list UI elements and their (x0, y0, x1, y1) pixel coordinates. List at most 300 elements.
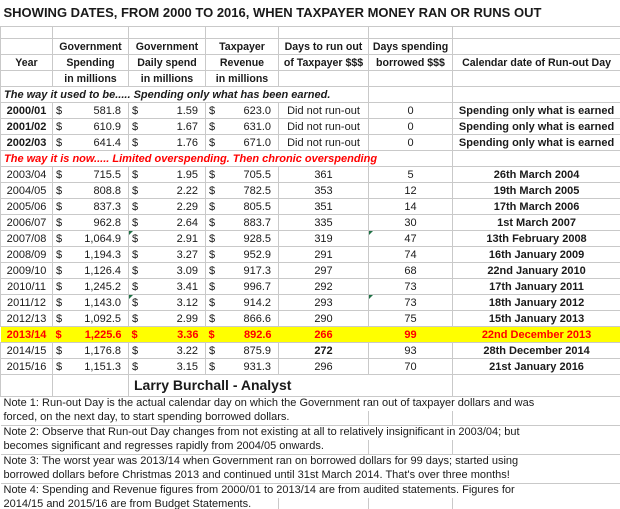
currency-symbol: $ (132, 200, 139, 213)
header-cell: Taxpayer (206, 39, 279, 55)
calendar-date-cell: Spending only what is earned (453, 119, 620, 135)
daily-spend-cell (129, 359, 206, 375)
currency-symbol: $ (132, 120, 139, 133)
section-earned-label (1, 87, 620, 103)
days-borrowed-cell: 73 (369, 279, 453, 295)
currency-symbol: $ (209, 136, 216, 149)
rows-earned (1, 103, 620, 151)
table-row (1, 247, 620, 263)
spending-cell (53, 359, 129, 375)
currency-symbol: $ (132, 280, 139, 293)
title-block (1, 0, 620, 39)
header-cell: Calendar date of Run-out Day (453, 55, 620, 71)
currency-symbol: $ (56, 280, 63, 293)
amount-value: 705.5 (243, 168, 271, 181)
spending-cell (53, 263, 129, 279)
header-cell: in millions (53, 71, 129, 87)
grid-cell (1, 375, 53, 397)
grid-cell (369, 151, 453, 167)
note-row (1, 498, 620, 509)
spending-cell (53, 167, 129, 183)
currency-symbol: $ (209, 280, 216, 293)
daily-spend-cell (129, 183, 206, 199)
days-runout-cell: 266 (279, 327, 369, 343)
amount-value: 3.41 (176, 280, 198, 293)
note-row (1, 426, 620, 441)
amount-value: 2.22 (176, 184, 198, 197)
days-runout-cell: 272 (279, 343, 369, 359)
currency-symbol: $ (132, 360, 139, 373)
amount-value: 962.8 (93, 216, 121, 229)
amount-value: 914.2 (243, 296, 271, 309)
year-cell: 2009/10 (1, 263, 53, 279)
year-cell: 2013/14 (1, 327, 53, 343)
calendar-date-cell: Spending only what is earned (453, 103, 620, 119)
calendar-date-cell: 13th February 2008 (453, 231, 620, 247)
error-indicator-icon (369, 231, 373, 235)
currency-symbol: $ (132, 216, 139, 229)
revenue-cell (206, 215, 279, 231)
amount-value: 1,064.9 (84, 232, 121, 245)
currency-symbol: $ (209, 184, 216, 197)
currency-symbol: $ (56, 104, 63, 117)
days-runout-cell: Did not run-out (279, 103, 369, 119)
amount-value: 1.59 (176, 104, 198, 117)
amount-value: 3.22 (176, 344, 198, 357)
currency-symbol: $ (132, 312, 139, 325)
grid-cell (279, 498, 369, 509)
amount-value: 3.36 (177, 328, 199, 341)
currency-symbol: $ (209, 344, 216, 357)
currency-symbol: $ (56, 264, 63, 277)
grid-cell (369, 27, 453, 39)
spending-cell (53, 279, 129, 295)
note-text: Note 4: Spending and Revenue figures from 2000/01 to 2013/14 are from audited statements. Figures for (3, 484, 515, 497)
spending-cell (53, 183, 129, 199)
year-cell: 2014/15 (1, 343, 53, 359)
days-borrowed-cell: 5 (369, 167, 453, 183)
header-cell: Days spending (369, 39, 453, 55)
amount-value: 610.9 (93, 120, 121, 133)
header-row (1, 71, 620, 87)
year-cell: 2000/01 (1, 103, 53, 119)
grid-cell (53, 375, 129, 397)
spending-cell (53, 311, 129, 327)
section-label-earned: The way it used to be..... Spending only what has been earned. (1, 87, 369, 103)
table-row (1, 135, 620, 151)
grid-cell (369, 498, 453, 509)
amount-value: 1,143.0 (84, 296, 121, 309)
note-text: borrowed dollars before Christmas 2013 and continued until 31st March 2014. That's over three months! (1, 469, 620, 484)
currency-symbol: $ (209, 200, 216, 213)
amount-value: 808.8 (93, 184, 121, 197)
currency-symbol: $ (209, 168, 216, 181)
rows-borrowed (1, 167, 620, 375)
header-cell (369, 71, 453, 87)
header-cell: borrowed $$$ (369, 55, 453, 71)
currency-symbol: $ (209, 296, 216, 309)
currency-symbol: $ (132, 344, 139, 357)
table-header (1, 39, 620, 87)
daily-spend-cell (129, 263, 206, 279)
amount-value: 623.0 (243, 104, 271, 117)
amount-value: 1.67 (176, 120, 198, 133)
days-borrowed-cell: 68 (369, 263, 453, 279)
days-borrowed-cell: 12 (369, 183, 453, 199)
amount-value: 3.09 (176, 264, 198, 277)
calendar-date-cell: 28th December 2014 (453, 343, 620, 359)
amount-value: 1,245.2 (84, 280, 121, 293)
days-borrowed-cell: 93 (369, 343, 453, 359)
analyst-row (1, 375, 620, 397)
currency-symbol: $ (56, 232, 63, 245)
error-indicator-icon (369, 295, 373, 299)
grid-cell (206, 27, 279, 39)
daily-spend-cell (129, 295, 206, 311)
amount-value: 1,225.6 (84, 328, 122, 341)
days-borrowed-cell: 30 (369, 215, 453, 231)
table-row (1, 119, 620, 135)
table-row (1, 311, 620, 327)
currency-symbol: $ (209, 248, 216, 261)
amount-value: 952.9 (243, 248, 271, 261)
currency-symbol: $ (56, 216, 63, 229)
amount-value: 782.5 (243, 184, 271, 197)
grid-cell (279, 27, 369, 39)
amount-value: 671.0 (243, 136, 271, 149)
grid-cell (453, 375, 620, 397)
note-text: Note 2: Observe that Run-out Day changes from not existing at all to relatively insignificant in 2003/04; but (3, 426, 520, 439)
amount-value: 837.3 (93, 200, 121, 213)
daily-spend-cell (129, 215, 206, 231)
spending-cell (53, 215, 129, 231)
revenue-cell (206, 119, 279, 135)
currency-symbol: $ (209, 216, 216, 229)
note-text: Note 3: The worst year was 2013/14 when Government ran on borrowed dollars for 99 days; started using (3, 455, 519, 468)
amount-value: 1,176.8 (84, 344, 121, 357)
table-row (1, 231, 620, 247)
days-runout-cell: 293 (279, 295, 369, 311)
currency-symbol: $ (209, 120, 216, 133)
table-row (1, 167, 620, 183)
header-cell (279, 71, 369, 87)
note-text: forced, on the next day, to start spending borrowed dollars. (1, 411, 369, 426)
amount-value: 641.4 (93, 136, 121, 149)
header-cell: Government (53, 39, 129, 55)
spending-cell (53, 247, 129, 263)
page-title: SHOWING DATES, FROM 2000 TO 2016, WHEN TAXPAYER MONEY RAN OR RUNS OUT (3, 5, 542, 20)
calendar-date-cell: 22nd December 2013 (453, 327, 620, 343)
header-cell: Days to run out (279, 39, 369, 55)
note-text: becomes significant and regresses rapidly from 2004/05 onwards. (1, 440, 369, 455)
currency-symbol: $ (132, 232, 139, 245)
currency-symbol: $ (131, 328, 138, 341)
revenue-cell (206, 359, 279, 375)
notes-block (1, 397, 620, 509)
revenue-cell (206, 231, 279, 247)
year-cell: 2006/07 (1, 215, 53, 231)
currency-symbol: $ (132, 104, 139, 117)
days-runout-cell: Did not run-out (279, 119, 369, 135)
year-cell: 2012/13 (1, 311, 53, 327)
amount-value: 3.12 (176, 296, 198, 309)
currency-symbol: $ (56, 136, 63, 149)
daily-spend-cell (129, 103, 206, 119)
daily-spend-cell (129, 327, 206, 343)
grid-cell (453, 27, 620, 39)
calendar-date-cell: 16th January 2009 (453, 247, 620, 263)
currency-symbol: $ (56, 168, 63, 181)
days-borrowed-cell: 73 (369, 295, 453, 311)
calendar-date-cell: 18th January 2012 (453, 295, 620, 311)
days-borrowed-cell: 14 (369, 199, 453, 215)
amount-value: 1,151.3 (84, 360, 121, 373)
table-row (1, 343, 620, 359)
currency-symbol: $ (56, 200, 63, 213)
year-cell: 2001/02 (1, 119, 53, 135)
table-row (1, 263, 620, 279)
header-cell (453, 39, 620, 55)
analyst-name: Larry Burchall - Analyst (129, 375, 453, 397)
days-borrowed-cell: 70 (369, 359, 453, 375)
header-cell (1, 71, 53, 87)
currency-symbol: $ (132, 168, 139, 181)
header-cell: Daily spend (129, 55, 206, 71)
calendar-date-cell: 22nd January 2010 (453, 263, 620, 279)
currency-symbol: $ (56, 312, 63, 325)
days-borrowed-cell: 47 (369, 231, 453, 247)
header-row (1, 55, 620, 71)
grid-cell (453, 498, 620, 509)
note-text: 2014/15 and 2015/16 are from Budget Statements. (1, 498, 279, 509)
year-cell: 2005/06 (1, 199, 53, 215)
amount-value: 715.5 (93, 168, 121, 181)
days-runout-cell: 319 (279, 231, 369, 247)
amount-value: 2.99 (176, 312, 198, 325)
calendar-date-cell: Spending only what is earned (453, 135, 620, 151)
section-row (1, 151, 620, 167)
section-row (1, 87, 620, 103)
note-row (1, 455, 620, 470)
daily-spend-cell (129, 311, 206, 327)
header-row (1, 39, 620, 55)
calendar-date-cell: 1st March 2007 (453, 215, 620, 231)
days-borrowed-cell: 99 (369, 327, 453, 343)
days-runout-cell: 361 (279, 167, 369, 183)
year-cell: 2008/09 (1, 247, 53, 263)
daily-spend-cell (129, 343, 206, 359)
spending-cell (53, 199, 129, 215)
calendar-date-cell: 21st January 2016 (453, 359, 620, 375)
year-cell: 2002/03 (1, 135, 53, 151)
currency-symbol: $ (56, 360, 63, 373)
spending-cell (53, 135, 129, 151)
grid-cell (369, 87, 453, 103)
days-runout-cell: 291 (279, 247, 369, 263)
year-cell: 2003/04 (1, 167, 53, 183)
amount-value: 928.5 (243, 232, 271, 245)
currency-symbol: $ (209, 360, 216, 373)
header-cell: Revenue (206, 55, 279, 71)
days-borrowed-cell: 74 (369, 247, 453, 263)
note-row (1, 411, 620, 426)
days-runout-cell: 353 (279, 183, 369, 199)
currency-symbol: $ (55, 328, 62, 341)
daily-spend-cell (129, 199, 206, 215)
days-borrowed-cell: 0 (369, 135, 453, 151)
section-borrowed-label (1, 151, 620, 167)
amount-value: 1.95 (176, 168, 198, 181)
currency-symbol: $ (208, 328, 215, 341)
currency-symbol: $ (56, 184, 63, 197)
grid-cell (53, 27, 129, 39)
currency-symbol: $ (132, 296, 139, 309)
revenue-cell (206, 279, 279, 295)
amount-value: 2.64 (176, 216, 198, 229)
days-runout-cell: 351 (279, 199, 369, 215)
year-cell: 2010/11 (1, 279, 53, 295)
revenue-cell (206, 311, 279, 327)
grid-cell (369, 440, 453, 455)
note-row (1, 469, 620, 484)
days-runout-cell: 297 (279, 263, 369, 279)
daily-spend-cell (129, 247, 206, 263)
year-cell: 2004/05 (1, 183, 53, 199)
calendar-date-cell: 17th March 2006 (453, 199, 620, 215)
days-borrowed-cell: 75 (369, 311, 453, 327)
grid-cell (129, 27, 206, 39)
analyst-block (1, 375, 620, 397)
revenue-cell (206, 327, 279, 343)
currency-symbol: $ (209, 232, 216, 245)
revenue-cell (206, 295, 279, 311)
header-cell: in millions (206, 71, 279, 87)
currency-symbol: $ (56, 120, 63, 133)
days-borrowed-cell: 0 (369, 103, 453, 119)
spending-cell (53, 295, 129, 311)
year-cell: 2015/16 (1, 359, 53, 375)
table-row (1, 279, 620, 295)
note-row (1, 440, 620, 455)
calendar-date-cell: 26th March 2004 (453, 167, 620, 183)
header-cell: of Taxpayer $$$ (279, 55, 369, 71)
spacer-row (1, 27, 620, 39)
revenue-cell (206, 263, 279, 279)
revenue-cell (206, 135, 279, 151)
amount-value: 3.27 (176, 248, 198, 261)
amount-value: 805.5 (243, 200, 271, 213)
calendar-date-cell: 15th January 2013 (453, 311, 620, 327)
table-row (1, 103, 620, 119)
spending-cell (53, 103, 129, 119)
error-indicator-icon (129, 295, 133, 299)
year-cell: 2011/12 (1, 295, 53, 311)
grid-cell (369, 411, 453, 426)
table-row (1, 215, 620, 231)
currency-symbol: $ (132, 264, 139, 277)
year-cell: 2007/08 (1, 231, 53, 247)
amount-value: 1,194.3 (84, 248, 121, 261)
grid-cell (453, 87, 620, 103)
currency-symbol: $ (56, 248, 63, 261)
revenue-cell (206, 199, 279, 215)
days-borrowed-cell: 0 (369, 119, 453, 135)
title-row (1, 0, 620, 27)
calendar-date-cell: 19th March 2005 (453, 183, 620, 199)
daily-spend-cell (129, 135, 206, 151)
table-row (1, 199, 620, 215)
days-runout-cell: 292 (279, 279, 369, 295)
table-row (1, 295, 620, 311)
days-runout-cell: 335 (279, 215, 369, 231)
days-runout-cell: 296 (279, 359, 369, 375)
error-indicator-icon (129, 231, 133, 235)
currency-symbol: $ (56, 344, 63, 357)
grid-cell (453, 151, 620, 167)
spending-cell (53, 343, 129, 359)
grid-cell (453, 411, 620, 426)
note-row (1, 397, 620, 412)
amount-value: 2.91 (176, 232, 198, 245)
note-text: Note 1: Run-out Day is the actual calendar day on which the Government ran out of taxpayer dollars and was (3, 397, 535, 410)
days-runout-cell: 290 (279, 311, 369, 327)
header-cell: Government (129, 39, 206, 55)
currency-symbol: $ (209, 104, 216, 117)
amount-value: 866.6 (243, 312, 271, 325)
amount-value: 1.76 (176, 136, 198, 149)
amount-value: 892.6 (243, 328, 272, 341)
amount-value: 581.8 (93, 104, 121, 117)
daily-spend-cell (129, 279, 206, 295)
currency-symbol: $ (209, 312, 216, 325)
note-row (1, 484, 620, 499)
currency-symbol: $ (132, 136, 139, 149)
daily-spend-cell (129, 119, 206, 135)
spending-cell (53, 327, 129, 343)
daily-spend-cell (129, 167, 206, 183)
header-cell: in millions (129, 71, 206, 87)
currency-symbol: $ (56, 296, 63, 309)
revenue-cell (206, 183, 279, 199)
table-row (1, 359, 620, 375)
grid-cell (453, 440, 620, 455)
currency-symbol: $ (132, 184, 139, 197)
revenue-cell (206, 343, 279, 359)
header-cell: Spending (53, 55, 129, 71)
table-row (1, 183, 620, 199)
revenue-cell (206, 103, 279, 119)
amount-value: 917.3 (243, 264, 271, 277)
grid-cell (1, 27, 53, 39)
spending-cell (53, 231, 129, 247)
amount-value: 2.29 (176, 200, 198, 213)
amount-value: 1,092.5 (84, 312, 121, 325)
amount-value: 996.7 (243, 280, 271, 293)
amount-value: 1,126.4 (84, 264, 121, 277)
daily-spend-cell (129, 231, 206, 247)
calendar-date-cell: 17th January 2011 (453, 279, 620, 295)
table-row (1, 327, 620, 343)
days-runout-cell: Did not run-out (279, 135, 369, 151)
section-label-overspending: The way it is now..... Limited overspending. Then chronic overspending (1, 151, 369, 167)
amount-value: 931.3 (243, 360, 271, 373)
amount-value: 631.0 (243, 120, 271, 133)
revenue-cell (206, 167, 279, 183)
currency-symbol: $ (209, 264, 216, 277)
amount-value: 883.7 (243, 216, 271, 229)
revenue-cell (206, 247, 279, 263)
spending-cell (53, 119, 129, 135)
